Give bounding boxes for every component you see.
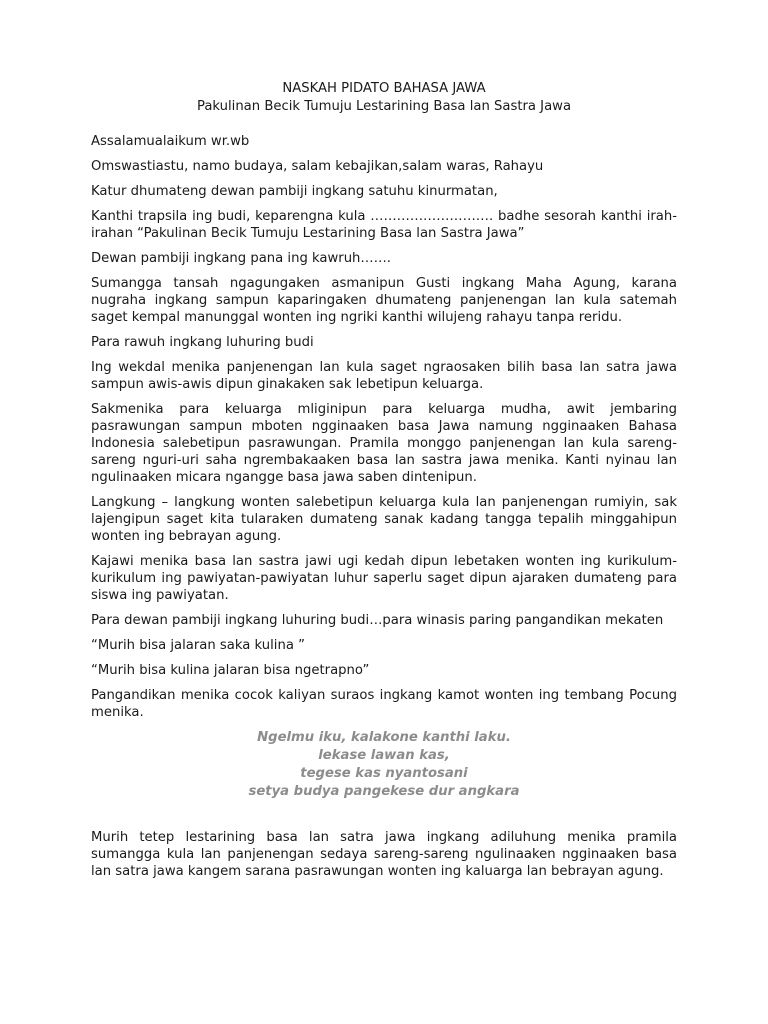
greeting-omswastiastu: Omswastiastu, namo budaya, salam kebajikan,salam waras, Rahayu <box>91 159 544 174</box>
address-dewan: Katur dhumateng dewan pambiji ingkang satuhu kinurmatan, <box>91 184 498 199</box>
paragraph-body-4: Kajawi menika basa lan sastra jawi ugi kedah dipun lebetaken wonten ing kurikulum-kurikulum ing pawiyatan-pawiyatan luhur saperlu saget dipun ajaraken dumateng para siswa ing pawiyatan. <box>91 554 677 603</box>
paragraph-pocung-intro: Pangandikan menika cocok kaliyan suraos ingkang kamot wonten ing tembang Pocung menika. <box>91 688 677 720</box>
title-main: NASKAH PIDATO BAHASA JAWA <box>282 81 486 96</box>
paragraph-closing: Murih tetep lestarining basa lan satra jawa ingkang adiluhung menika pramila sumangga kula lan panjenengan sedaya sareng-sareng ngulinaaken ngginaaken basa lan satra jawa kangem sarana pasrawungan wonten ing kaluarga lan bebrayan agung. <box>91 830 677 879</box>
greeting-salam: Assalamualaikum wr.wb <box>91 134 250 149</box>
document-page <box>91 80 677 888</box>
paragraph-body-1: Ing wekdal menika panjenengan lan kula saget ngraosaken bilih basa lan satra jawa sampun awis-awis dipun ginakaken sak lebetipun keluarga. <box>91 360 677 392</box>
document-title <box>91 80 677 116</box>
paragraph-gratitude: Sumangga tansah ngagungaken asmanipun Gusti ingkang Maha Agung, karana nugraha ingkang sampun kaparingaken dhumateng panjenengan lan kula satemah saget kempal manunggal wonten ing ngriki kanthi wilujeng rahayu tanpa reridu. <box>91 276 677 325</box>
quote-1: “Murih bisa jalaran saka kulina ” <box>91 638 305 653</box>
poem-line: Ngelmu iku, kalakone kanthi laku. <box>257 730 511 745</box>
address-dewan-luhur: Para dewan pambiji ingkang luhuring budi…para winasis paring pangandikan mekaten <box>91 613 664 628</box>
quote-2: “Murih bisa kulina jalaran bisa ngetrapno” <box>91 663 370 678</box>
poem-line: setya budya pangekese dur angkara <box>248 784 520 799</box>
address-para-rawuh: Para rawuh ingkang luhuring budi <box>91 335 314 350</box>
paragraph-introduction: Kanthi trapsila ing budi, keparengna kula ………………………. badhe sesorah kanthi irah-irahan “Pakulinan Becik Tumuju Lestarining Basa lan Sastra Jawa” <box>91 209 677 241</box>
poem-line: tegese kas nyantosani <box>300 766 468 781</box>
paragraph-body-2: Sakmenika para keluarga mliginipun para keluarga mudha, awit jembaring pasrawungan sampun mboten ngginaaken basa Jawa namung ngginaaken Bahasa Indonesia salebetipun pasrawungan. Pramila monggo panjenengan lan kula sareng-sareng nguri-uri saha ngrembakaaken basa lan sastra jawa menika. Kanti nyinau lan ngulinaaken micara ngangge basa jawa saben dintenipun. <box>91 402 677 485</box>
address-dewan-kawruh: Dewan pambiji ingkang pana ing kawruh……. <box>91 251 391 266</box>
poem-line: lekase lawan kas, <box>318 748 450 763</box>
tembang-pocung <box>91 729 677 801</box>
paragraph-body-3: Langkung – langkung wonten salebetipun keluarga kula lan panjenengan rumiyin, sak lajengipun saget kita tularaken dumateng sanak kadang tangga tepalih minggahipun wonten ing bebrayan agung. <box>91 495 677 544</box>
title-subtitle: Pakulinan Becik Tumuju Lestarining Basa lan Sastra Jawa <box>196 99 572 114</box>
